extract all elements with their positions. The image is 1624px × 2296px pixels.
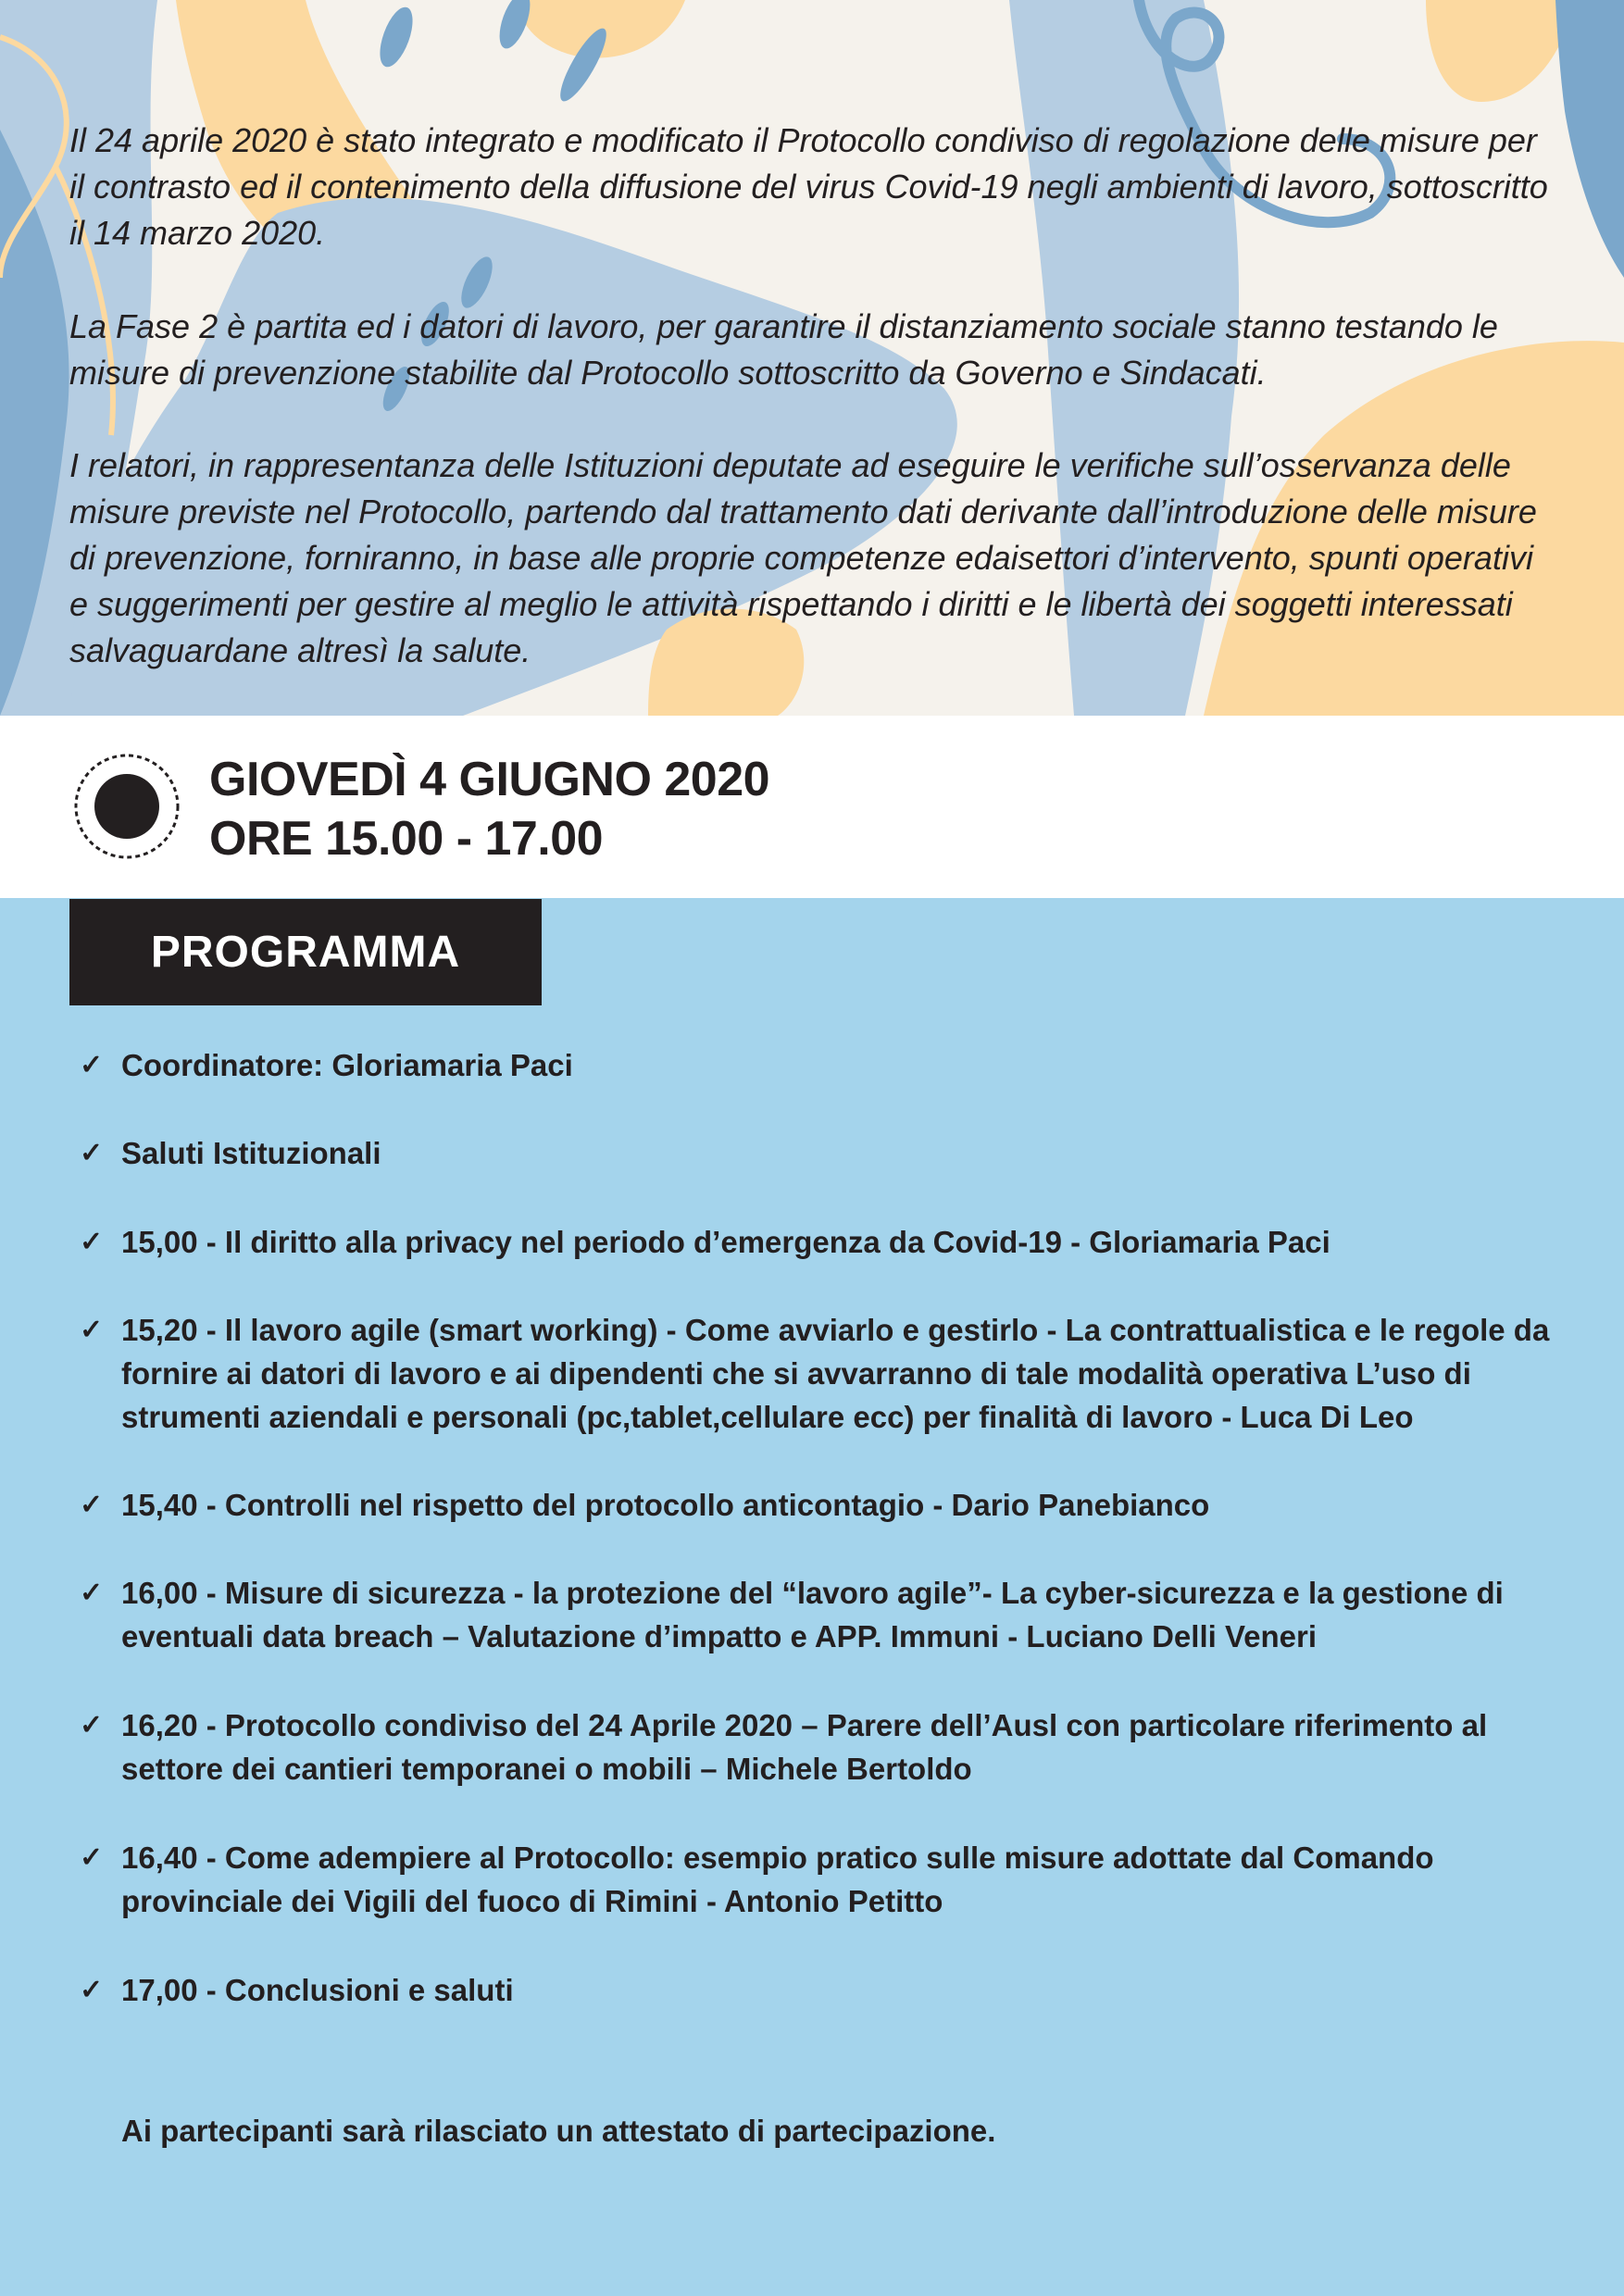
event-time: ORE 15.00 - 17.00 xyxy=(209,812,604,866)
program-item-text: 16,40 - Come adempiere al Protocollo: esempio pratico sulle misure adottate dal Comando provinciale dei Vigili del fuoco di Rimini - Antonio Petitto xyxy=(121,1841,1434,1918)
program-item-text: 16,20 - Protocollo condiviso del 24 Aprile 2020 – Parere dell’Ausl con particolare riferimento al settore dei cantieri temporanei o mobili – Michele Bertoldo xyxy=(121,1708,1488,1786)
program-title: PROGRAMMA xyxy=(150,928,461,977)
intro-text-2: La Fase 2 è partita ed i datori di lavoro, per garantire il distanziamento sociale stanno testando le misure di prevenzione stabilite dal Protocollo sottoscritto da Governo e Sindacati. xyxy=(69,307,1498,392)
intro-paragraph-2 xyxy=(69,304,1555,396)
checkmark-icon: ✓ xyxy=(80,1578,104,1608)
event-date: GIOVEDÌ 4 GIUGNO 2020 xyxy=(209,753,770,806)
program-item xyxy=(80,1483,1561,1527)
checkmark-icon: ✓ xyxy=(80,1710,104,1741)
program-item-text: 15,40 - Controlli nel rispetto del protocollo anticontagio - Dario Panebianco xyxy=(121,1488,1210,1522)
checkmark-icon: ✓ xyxy=(80,1050,104,1080)
program-item-text: 16,00 - Misure di sicurezza - la protezione del “lavoro agile”- La cyber-sicurezza e la gestione di eventuali data breach – Valutazione d’impatto e APP. Immuni - Luciano Delli Veneri xyxy=(121,1576,1504,1653)
checkmark-icon: ✓ xyxy=(80,1490,104,1520)
checkmark-icon: ✓ xyxy=(80,1842,104,1873)
program-item xyxy=(80,1043,1561,1087)
checkmark-icon: ✓ xyxy=(80,1138,104,1168)
program-footnote: Ai partecipanti sarà rilasciato un attestato di partecipazione. xyxy=(121,2114,996,2148)
program-item xyxy=(80,1220,1561,1264)
checkmark-icon: ✓ xyxy=(80,1315,104,1345)
program-item xyxy=(80,1836,1561,1923)
program-item-text: 15,00 - Il diritto alla privacy nel periodo d’emergenza da Covid-19 - Gloriamaria Paci xyxy=(121,1225,1330,1259)
program-item-text: Saluti Istituzionali xyxy=(121,1136,381,1170)
checkmark-icon: ✓ xyxy=(80,1227,104,1257)
intro-paragraph-3 xyxy=(69,443,1555,674)
intro-text-3: I relatori, in rappresentanza delle Istituzioni deputate ad eseguire le verifiche sull’osservanza delle misure previste nel Protocollo, partendo dal trattamento dati derivante dall’introduzione delle misure di prevenzione, forniranno, in base alle proprie competenze edaisettori d’intervento, spunti operativi e suggerimenti per gestire al meglio le attività rispettando i diritti e le libertà dei soggetti interessati salvaguardane altresì la salute. xyxy=(69,446,1537,669)
program-item xyxy=(80,1703,1561,1791)
program-item xyxy=(80,1131,1561,1175)
program-item xyxy=(80,1968,1561,2012)
intro-text-1: Il 24 aprile 2020 è stato integrato e modificato il Protocollo condiviso di regolazione delle misure per il contrasto ed il contenimento della diffusione del virus Covid-19 negli ambienti di lavoro, sottoscritto il 14 marzo 2020. xyxy=(69,121,1548,252)
intro-paragraph-1 xyxy=(69,118,1555,256)
program-item xyxy=(80,1571,1561,1658)
checkmark-icon: ✓ xyxy=(80,1975,104,2005)
program-item xyxy=(80,1308,1561,1439)
program-item-text: Coordinatore: Gloriamaria Paci xyxy=(121,1048,573,1082)
program-item-text: 15,20 - Il lavoro agile (smart working) - Come avviarlo e gestirlo - La contrattualistica e le regole da fornire ai datori di lavoro e ai dipendenti che si avvarranno di tale modalità operativa L’uso di strumenti aziendali e personali (pc,tablet,cellulare ecc) per finalità di lavoro - Luca Di Leo xyxy=(121,1313,1550,1434)
program-item-text: 17,00 - Conclusioni e saluti xyxy=(121,1973,514,2007)
record-dot-icon xyxy=(72,752,181,861)
